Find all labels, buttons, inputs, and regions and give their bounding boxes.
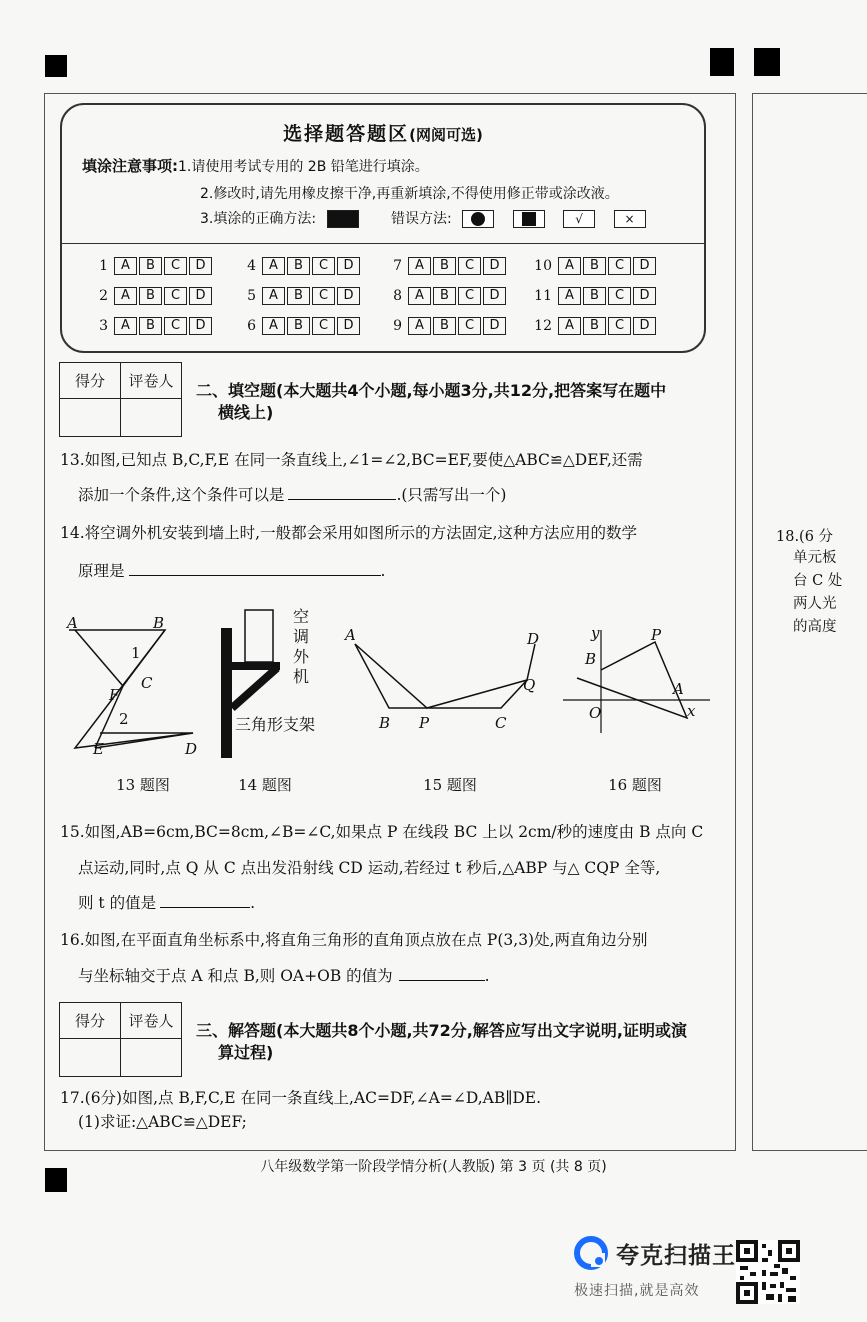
q13-answer-blank[interactable]	[288, 485, 396, 500]
mc-option-bubble[interactable]: B	[433, 317, 456, 335]
mc-option-bubble[interactable]: D	[483, 317, 506, 335]
alignment-marker-top-right-2	[754, 48, 780, 76]
mc-option-bubble[interactable]: A	[408, 317, 431, 335]
q15-answer-blank[interactable]	[160, 893, 250, 908]
right-q18-line4: 两人光	[793, 596, 837, 612]
mc-question-row	[380, 317, 508, 335]
q15-line3: 则 t 的值是 .	[78, 894, 256, 912]
score-table-section2	[59, 362, 182, 437]
mc-question-number: 11	[534, 288, 552, 304]
q14-line1: 14.将空调外机安装到墙上时,一般都会采用如图所示的方法固定,这种方法应用的数学	[60, 524, 638, 542]
mc-option-bubble[interactable]: A	[262, 317, 285, 335]
fig13-label-2: 2	[119, 710, 129, 728]
fig13-label-a: A	[67, 614, 78, 632]
mc-option-bubble[interactable]: D	[189, 257, 212, 275]
right-q18-line2: 单元板	[793, 550, 837, 566]
alignment-marker-top-left	[45, 55, 67, 77]
q17-line1: 17.(6分)如图,点 B,F,C,E 在同一条直线上,AC=DF,∠A=∠D,AB∥DE.	[60, 1089, 542, 1107]
mc-option-bubble[interactable]: A	[114, 257, 137, 275]
scanner-brand-name: 夸克扫描王	[616, 1242, 736, 1269]
fig13-label-c: C	[141, 674, 153, 692]
mc-option-bubble[interactable]: B	[139, 317, 162, 335]
grader-label: 评卷人	[121, 1003, 182, 1039]
mc-option-bubble[interactable]: C	[608, 317, 631, 335]
mc-notes-line1: 填涂注意事项:1.请使用考试专用的 2B 铅笔进行填涂。	[82, 157, 429, 175]
mc-option-bubble[interactable]: C	[164, 317, 187, 335]
caption-fig16: 16 题图	[608, 776, 662, 794]
mc-option-bubble[interactable]: A	[262, 287, 285, 305]
mc-option-bubble[interactable]: A	[262, 257, 285, 275]
mc-question-number: 4	[247, 258, 256, 274]
mc-question-number: 3	[99, 318, 108, 334]
score-label: 得分	[60, 363, 121, 399]
q15-line1: 15.如图,AB=6cm,BC=8cm,∠B=∠C,如果点 P 在线段 BC 上以 2cm/秒的速度由 B 点向 C	[60, 823, 704, 841]
fig14-label-ji: 机	[293, 667, 310, 686]
figure-16	[563, 624, 710, 733]
mc-question-row	[234, 317, 362, 335]
grader-label: 评卷人	[121, 363, 182, 399]
fig13-label-b: B	[153, 614, 165, 632]
right-q18-line1: 18.(6 分	[776, 529, 834, 545]
mc-question-number: 6	[247, 318, 256, 334]
alignment-marker-top-right-1	[710, 48, 734, 76]
section2-title-line1: 二、填空题(本大题共4个小题,每小题3分,共12分,把答案写在题中	[196, 381, 667, 400]
caption-fig15: 15 题图	[423, 776, 477, 794]
mc-option-bubble[interactable]: B	[433, 257, 456, 275]
wrong-cross-sample: ×	[614, 210, 646, 228]
mc-option-bubble[interactable]: A	[114, 317, 137, 335]
mc-question-row	[234, 257, 362, 275]
caption-fig13: 13 题图	[116, 776, 170, 794]
multiple-choice-answer-area	[60, 103, 706, 353]
fig16-label-y: y	[591, 624, 600, 642]
mc-option-bubble[interactable]: B	[287, 317, 310, 335]
mc-title: 选择题答题区(网阅可选)	[283, 123, 483, 145]
fig15-label-q: Q	[523, 676, 536, 694]
fig16-label-b: B	[585, 650, 597, 668]
fig15-label-d: D	[527, 630, 540, 648]
mc-option-bubble[interactable]: D	[189, 287, 212, 305]
mc-option-bubble[interactable]: A	[114, 287, 137, 305]
scanner-logo-icon	[574, 1236, 608, 1270]
right-q18-line5: 的高度	[793, 619, 837, 635]
fig15-label-p: P	[419, 714, 430, 732]
mc-option-bubble[interactable]: B	[139, 287, 162, 305]
mc-question-row	[530, 317, 658, 335]
fig14-label-wai: 外	[293, 647, 310, 666]
fig14-ac-unit	[245, 610, 273, 662]
score-cell[interactable]	[60, 399, 121, 437]
wrong-fill-circle-sample	[462, 210, 494, 228]
mc-option-bubble[interactable]: C	[164, 287, 187, 305]
fig15-label-c: C	[495, 714, 507, 732]
mc-question-row	[380, 257, 508, 275]
mc-question-row	[86, 287, 214, 305]
mc-option-bubble[interactable]: B	[433, 287, 456, 305]
mc-option-bubble[interactable]: B	[583, 287, 606, 305]
mc-question-row	[530, 257, 658, 275]
mc-option-bubble[interactable]: A	[408, 257, 431, 275]
wrong-fill-half-sample	[513, 210, 545, 228]
mc-option-bubble[interactable]: C	[458, 257, 481, 275]
page-footer: 八年级数学第一阶段学情分析(人教版) 第 3 页 (共 8 页)	[260, 1159, 607, 1175]
qr-code-icon	[736, 1240, 800, 1304]
mc-option-bubble[interactable]: D	[337, 257, 360, 275]
fig15-label-a: A	[345, 626, 356, 644]
mc-divider	[62, 243, 704, 244]
correct-fill-sample	[327, 210, 359, 228]
mc-question-number: 5	[247, 288, 256, 304]
q16-answer-blank[interactable]	[399, 966, 485, 981]
mc-option-bubble[interactable]: C	[312, 257, 335, 275]
q14-line2: 原理是 .	[78, 562, 386, 580]
mc-option-bubble[interactable]: D	[483, 257, 506, 275]
fig14-label-tiao: 调	[293, 627, 310, 646]
q16-line1: 16.如图,在平面直角坐标系中,将直角三角形的直角顶点放在点 P(3,3)处,两直角边分别	[60, 931, 648, 949]
fig16-label-a: A	[673, 680, 684, 698]
mc-option-bubble[interactable]: C	[458, 287, 481, 305]
grader-cell[interactable]	[121, 1039, 182, 1077]
score-table-section3	[59, 1002, 182, 1077]
mc-option-bubble[interactable]: B	[287, 287, 310, 305]
section2-title-line2: 横线上)	[218, 403, 274, 422]
mc-option-bubble[interactable]: D	[633, 257, 656, 275]
mc-question-row	[380, 287, 508, 305]
mc-option-bubble[interactable]: C	[608, 287, 631, 305]
mc-question-number: 8	[393, 288, 402, 304]
mc-option-bubble[interactable]: D	[633, 287, 656, 305]
mc-notes-line2: 2.修改时,请先用橡皮擦干净,再重新填涂,不得使用修正带或涂改液。	[200, 186, 619, 202]
fig16-label-o: O	[589, 704, 602, 722]
mc-option-bubble[interactable]: B	[583, 257, 606, 275]
figure-14	[221, 608, 315, 758]
mc-question-number: 2	[99, 288, 108, 304]
figure-13	[65, 614, 197, 758]
mc-option-bubble[interactable]: C	[312, 317, 335, 335]
wrong-tick-sample: √	[563, 210, 595, 228]
fig14-label-kong: 空	[293, 608, 310, 626]
right-q18-line3: 台 C 处	[793, 573, 843, 589]
mc-option-bubble[interactable]: A	[408, 287, 431, 305]
caption-fig14: 14 题图	[238, 776, 292, 794]
mc-option-bubble[interactable]: C	[458, 317, 481, 335]
mc-option-bubble[interactable]: A	[558, 287, 581, 305]
scanner-slogan: 极速扫描,就是高效	[574, 1283, 700, 1299]
q17-line2: (1)求证:△ABC≌△DEF;	[78, 1113, 247, 1131]
mc-option-bubble[interactable]: D	[189, 317, 212, 335]
score-cell[interactable]	[60, 1039, 121, 1077]
mc-question-row	[86, 317, 214, 335]
section3-title-line1: 三、解答题(本大题共8个小题,共72分,解答应写出文字说明,证明或演	[196, 1021, 687, 1040]
mc-question-number: 10	[534, 258, 552, 274]
mc-option-bubble[interactable]: C	[312, 287, 335, 305]
mc-option-bubble[interactable]: C	[164, 257, 187, 275]
fig14-wall	[221, 628, 232, 758]
q14-answer-blank[interactable]	[129, 561, 381, 576]
section3-title-line2: 算过程)	[218, 1043, 274, 1062]
mc-question-row	[86, 257, 214, 275]
mc-question-number: 7	[393, 258, 402, 274]
score-label: 得分	[60, 1003, 121, 1039]
mc-question-number: 12	[534, 318, 552, 334]
q13-line1: 13.如图,已知点 B,C,F,E 在同一条直线上,∠1=∠2,BC=EF,要使△ABC≌△DEF,还需	[60, 451, 643, 469]
scanner-watermark	[574, 1236, 736, 1300]
q16-line2: 与坐标轴交于点 A 和点 B,则 OA+OB 的值为 .	[78, 967, 490, 985]
figure-15	[343, 626, 539, 732]
fig13-label-1: 1	[131, 644, 141, 662]
fig13-label-f: F	[109, 686, 120, 704]
mc-option-bubble[interactable]: D	[483, 287, 506, 305]
fig15-label-b: B	[379, 714, 391, 732]
mc-question-number: 1	[99, 258, 108, 274]
mc-option-bubble[interactable]: C	[608, 257, 631, 275]
mc-option-bubble[interactable]: D	[633, 317, 656, 335]
q13-line2: 添加一个条件,这个条件可以是 .(只需写出一个)	[78, 486, 507, 504]
mc-option-bubble[interactable]: D	[337, 287, 360, 305]
mc-question-number: 9	[393, 318, 402, 334]
fig13-label-d: D	[185, 740, 198, 758]
mc-option-bubble[interactable]: A	[558, 317, 581, 335]
mc-option-bubble[interactable]: B	[287, 257, 310, 275]
mc-notes-line3: 3.填涂的正确方法: 错误方法: √ ×	[200, 208, 646, 228]
fig13-label-e: E	[93, 740, 104, 758]
mc-option-bubble[interactable]: D	[337, 317, 360, 335]
mc-question-row	[234, 287, 362, 305]
grader-cell[interactable]	[121, 399, 182, 437]
fig16-label-p: P	[651, 626, 662, 644]
mc-option-bubble[interactable]: B	[139, 257, 162, 275]
fig16-label-x: x	[687, 702, 696, 720]
mc-option-bubble[interactable]: A	[558, 257, 581, 275]
q15-line2: 点运动,同时,点 Q 从 C 点出发沿射线 CD 运动,若经过 t 秒后,△ABP 与△ CQP 全等,	[78, 859, 661, 877]
mc-option-bubble[interactable]: B	[583, 317, 606, 335]
mc-question-row	[530, 287, 658, 305]
fig14-label-bracket: 三角形支架	[235, 715, 316, 734]
